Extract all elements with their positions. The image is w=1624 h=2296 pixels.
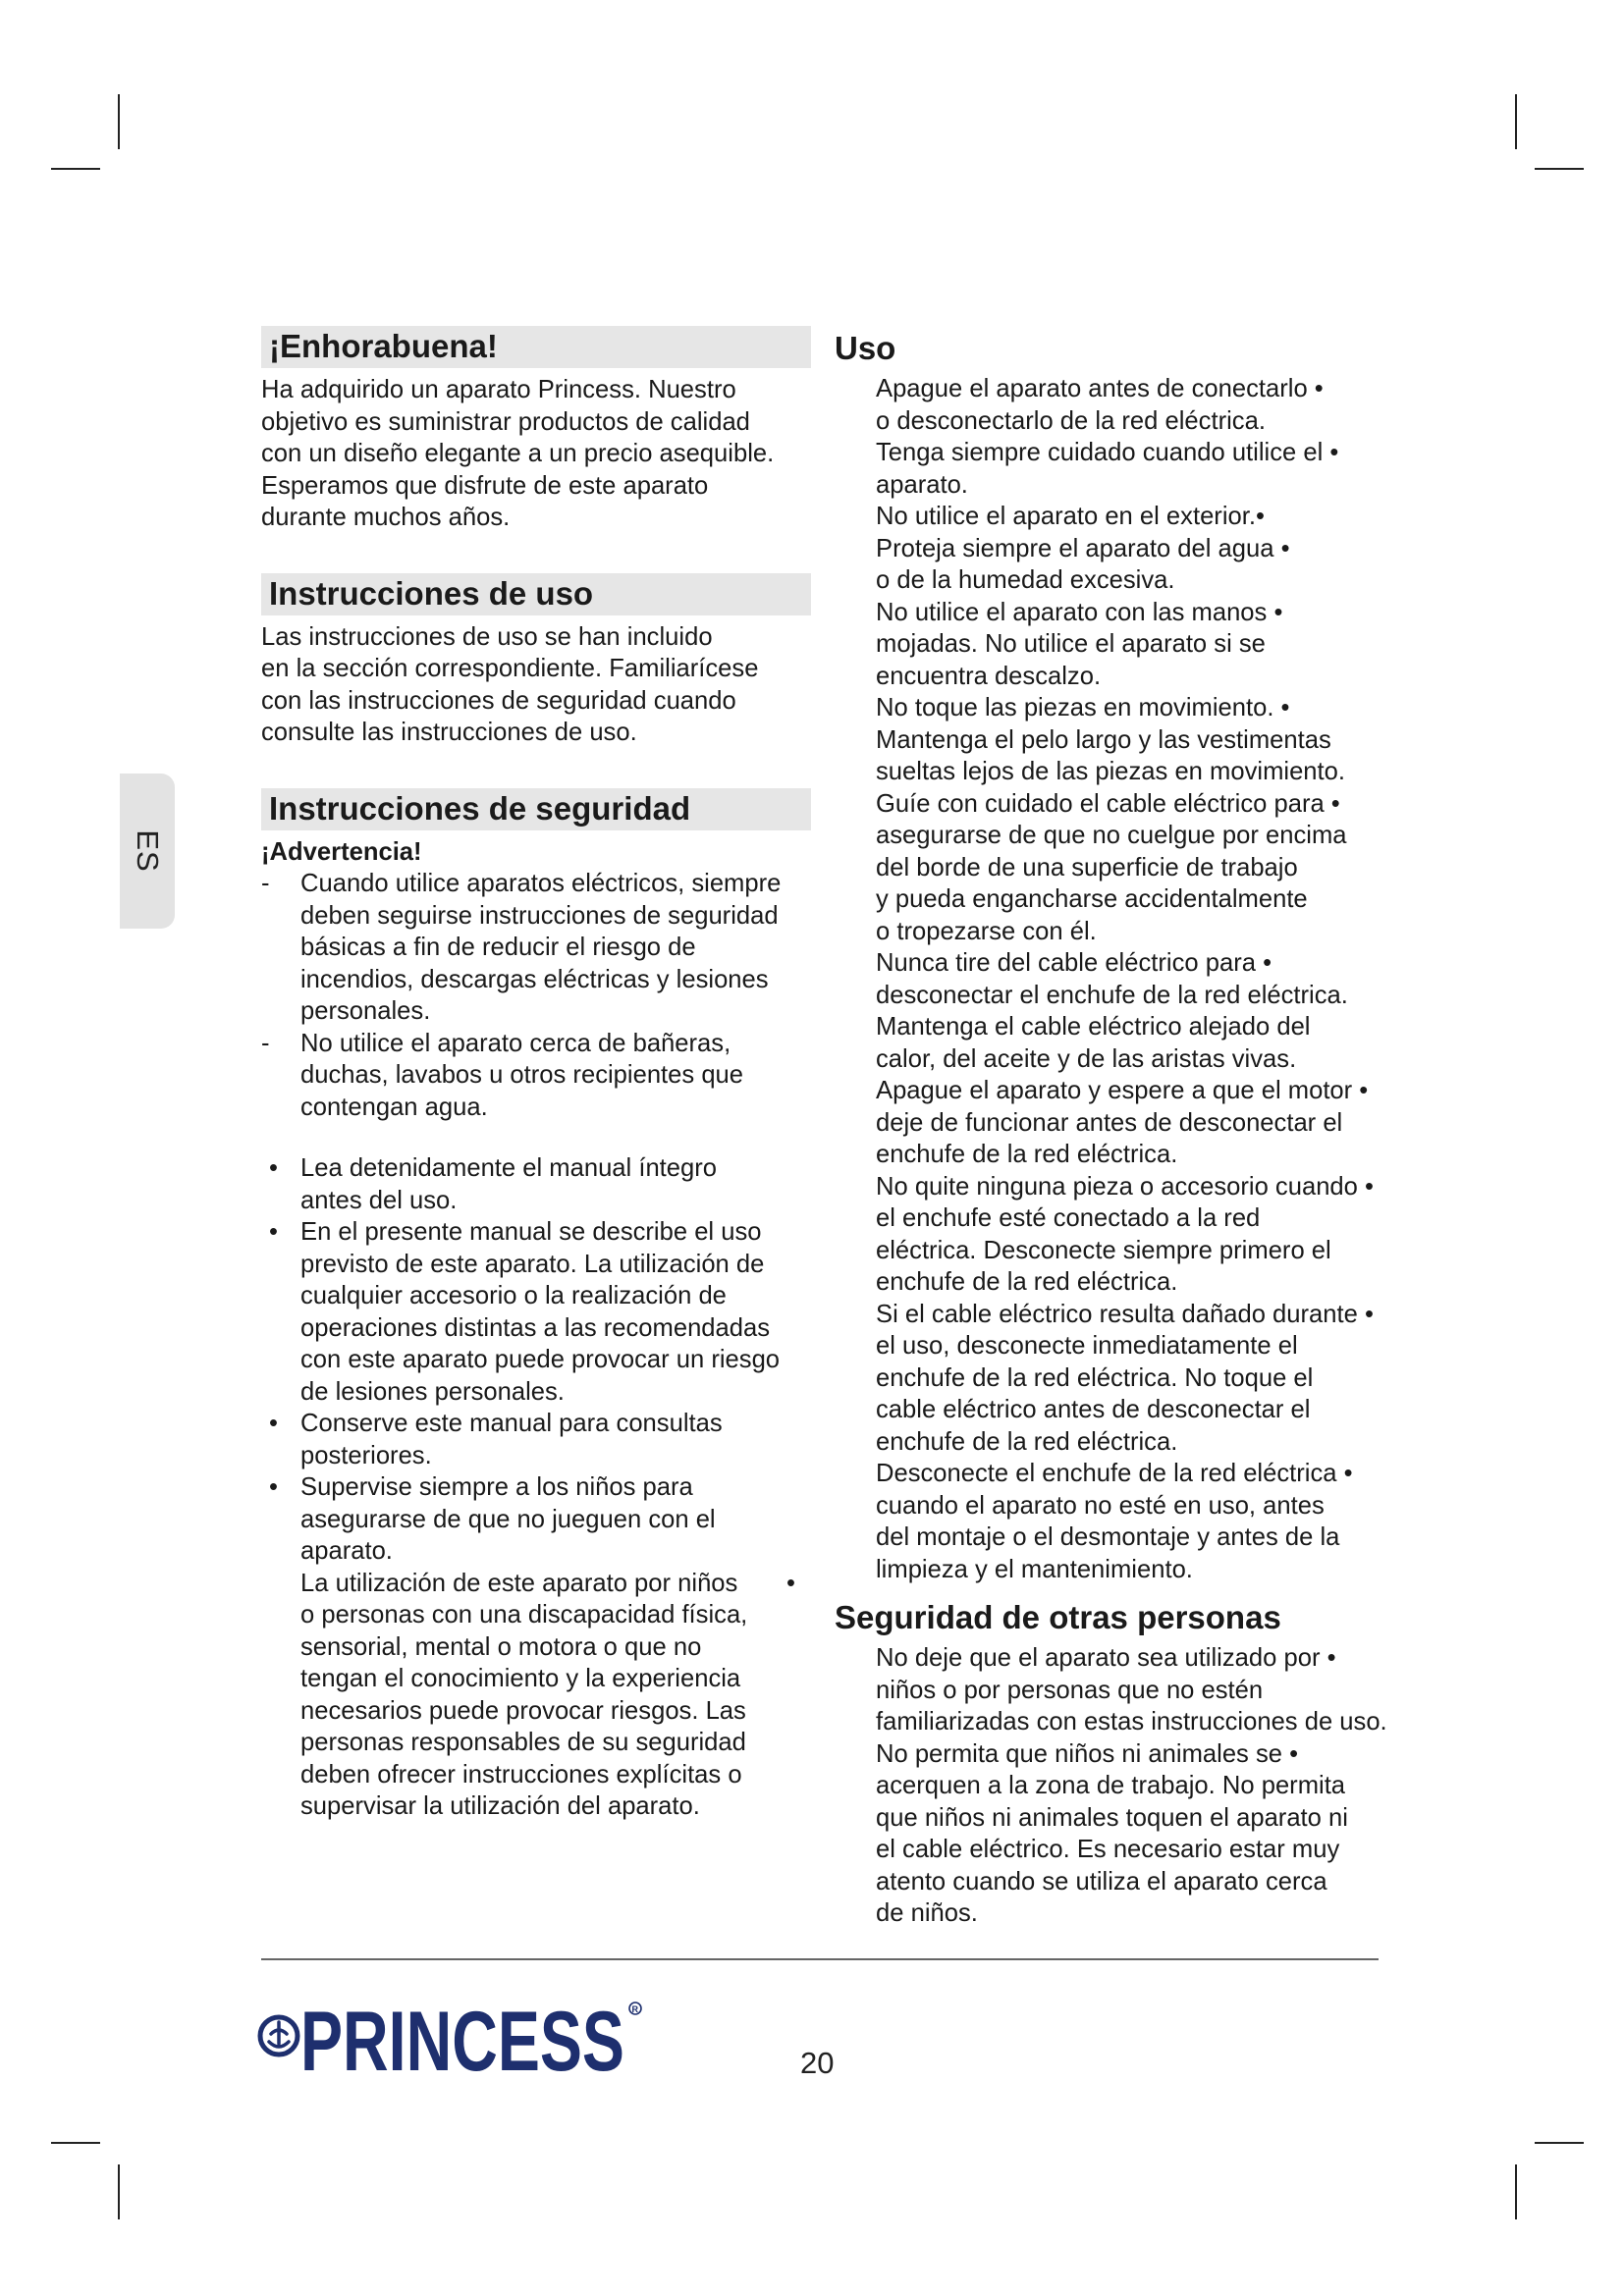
list-item: Desconecte el enchufe de la red eléctrica • cuando el aparato no esté en uso, antes del montaje o el desmontaje y antes de la limpieza y el mantenimiento. xyxy=(876,1460,1353,1583)
section-heading-instrucciones-uso: Instrucciones de uso xyxy=(261,573,811,615)
list-item: • Lea detenidamente el manual íntegro antes del uso. xyxy=(269,1154,718,1214)
list-item: - No utilice el aparato cerca de bañeras, duchas, lavabos u otros recipientes que contengan agua. xyxy=(261,1029,744,1121)
list-item: Proteja siempre el aparato del agua • o de la humedad excesiva. xyxy=(876,534,1290,594)
list-item: Nunca tire del cable eléctrico para • desconectar el enchufe de la red eléctrica. Mantenga el cable eléctrico alejado del calor, del aceite y de las aristas vivas. xyxy=(876,949,1348,1073)
list-item: Apague el aparato antes de conectarlo • o desconectarlo de la red eléctrica. xyxy=(876,375,1324,435)
language-tab xyxy=(120,774,175,929)
list-item: • Conserve este manual para consultas posteriores. xyxy=(269,1410,723,1469)
list-item: Si el cable eléctrico resulta dañado durante • el uso, desconecte inmediatamente el enchufe de la red eléctrica. No toque el cable eléctrico antes de desconectar el enchufe de la red eléctrica. xyxy=(876,1300,1374,1456)
left-column xyxy=(261,326,811,1823)
warning-label: ¡Advertencia! xyxy=(261,837,422,866)
princess-emblem-icon xyxy=(260,2017,298,2055)
section-heading-instrucciones-seguridad: Instrucciones de seguridad xyxy=(261,788,811,830)
list-item: No utilice el aparato con las manos • mojadas. No utilice el aparato si se encuentra descalzo. xyxy=(876,598,1283,690)
logo-wordmark: PRINCESS xyxy=(300,1995,624,2085)
crop-mark xyxy=(51,168,100,170)
list-item: Tenga siempre cuidado cuando utilice el • aparato. xyxy=(876,439,1339,499)
uso-list xyxy=(835,373,1408,1585)
list-item: Apague el aparato y espere a que el motor • deje de funcionar antes de desconectar el enchufe de la red eléctrica. xyxy=(876,1077,1369,1168)
language-tab-label: ES xyxy=(131,829,165,873)
crop-mark xyxy=(118,2164,120,2219)
list-item: No permita que niños ni animales se • acerquen a la zona de trabajo. No permita que niños ni animales toquen el aparato ni el cable eléctrico. Es necesario estar muy atento cuando se utiliza el aparato cerca de niños. xyxy=(876,1739,1348,1927)
section-heading-uso: Uso xyxy=(835,330,896,366)
crop-mark xyxy=(1515,94,1517,149)
section-heading-seguridad-otras: Seguridad de otras personas xyxy=(835,1599,1281,1635)
list-item: • En el presente manual se describe el uso previsto de este aparato. La utilización de cualquier accesorio o la realización de operaciones distintas a las recomendadas con este aparato puede provocar un riesgo de lesiones personales. xyxy=(269,1218,781,1406)
page-number: 20 xyxy=(800,2046,835,2080)
instrucciones-uso-paragraph: Las instrucciones de uso se han incluido en la sección correspondiente. Familiarícese con las instrucciones de seguridad cuando consulte las instrucciones de uso. xyxy=(261,622,759,746)
intro-paragraph: Ha adquirido un aparato Princess. Nuestro objetivo es suministrar productos de calidad con un diseño elegante a un precio asequible. Esperamos que disfrute de este aparato durante muchos años. xyxy=(261,376,775,531)
list-item: No quite ninguna pieza o accesorio cuando • el enchufe esté conectado a la red eléctrica. Desconecte siempre primero el enchufe de la red eléctrica. xyxy=(876,1172,1374,1296)
seguridad-otras-list xyxy=(835,1642,1408,1930)
list-item: • Supervise siempre a los niños para asegurarse de que no jueguen con el aparato. xyxy=(269,1473,716,1565)
list-item: No deje que el aparato sea utilizado por • niños o por personas que no estén familiarizadas con estas instrucciones de uso. xyxy=(876,1644,1387,1735)
footer-divider xyxy=(261,1958,1379,1960)
crop-mark xyxy=(118,94,120,149)
dash-list xyxy=(261,868,811,1123)
list-item: No toque las piezas en movimiento. • Mantenga el pelo largo y las vestimentas sueltas lejos de las piezas en movimiento. xyxy=(876,694,1345,785)
list-item: - Cuando utilice aparatos eléctricos, siempre deben seguirse instrucciones de seguridad básicas a fin de reducir el riesgo de incendios, descargas eléctricas y lesiones personales. xyxy=(261,870,782,1025)
crop-mark xyxy=(1535,168,1584,170)
list-item: Guíe con cuidado el cable eléctrico para • asegurarse de que no cuelgue por encima del borde de una superficie de trabajo y pueda engancharse accidentalmente o tropezarse con él. xyxy=(876,789,1347,945)
crop-mark xyxy=(51,2142,100,2144)
list-item: No utilice el aparato en el exterior.• xyxy=(876,503,1265,530)
right-column xyxy=(835,330,1408,1930)
bullet-list xyxy=(261,1152,811,1568)
crop-mark xyxy=(1515,2164,1517,2219)
children-usage-paragraph: La utilización de este aparato por niños o personas con una discapacidad física, sensorial, mental o motora o que no tengan el conocimiento y la experiencia necesarios puede provocar riesgos. Las personas responsables de su seguridad deben ofrecer instrucciones explícitas o supervisar la utilización del aparato. • xyxy=(300,1569,795,1820)
section-heading-enhorabuena: ¡Enhorabuena! xyxy=(261,326,811,368)
crop-mark xyxy=(1535,2142,1584,2144)
princess-logo xyxy=(257,1987,650,2085)
svg-text:R: R xyxy=(631,2004,638,2014)
